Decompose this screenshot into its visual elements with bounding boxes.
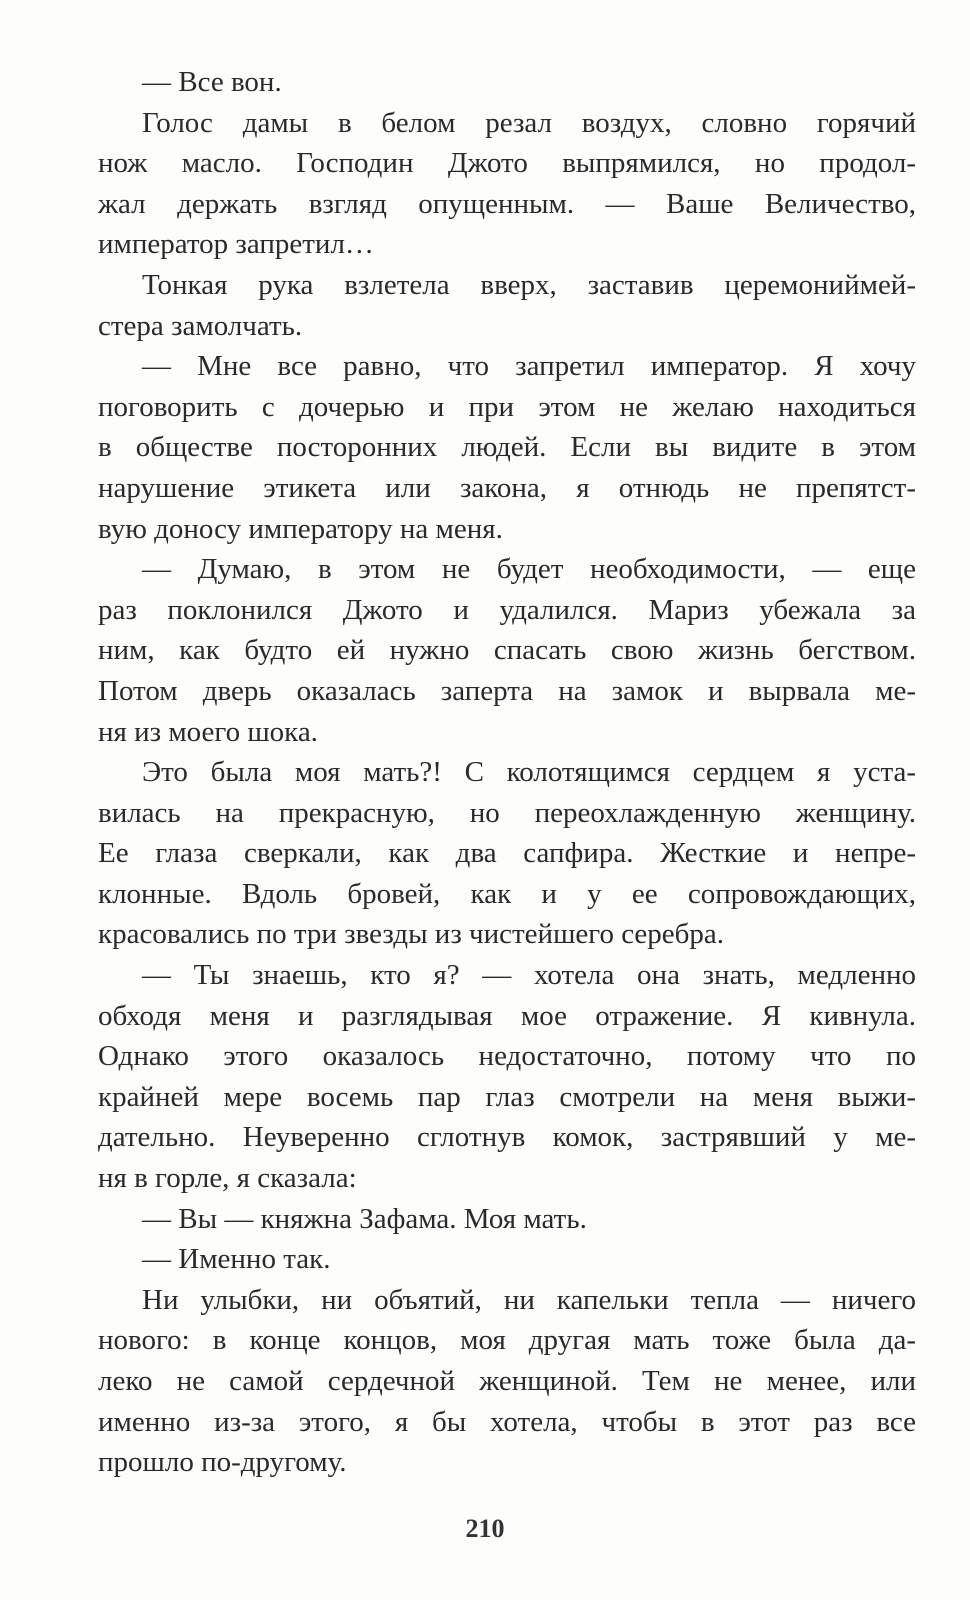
text-line: Голос дамы в белом резал воздух, словно горячий: [142, 106, 916, 139]
text-line: раз поклонился Джото и удалился. Мариз убежала за: [98, 593, 916, 626]
text-line: вую доносу императору на меня.: [98, 512, 503, 545]
text-line: нарушение этикета или закона, я отнюдь не препятст-: [98, 471, 916, 504]
text-line: красовались по три звезды из чистейшего серебра.: [98, 918, 725, 951]
text-line: нового: в конце концов, моя другая мать тоже была да-: [98, 1324, 916, 1357]
text-line: клонные. Вдоль бровей, как и у ее сопровождающих,: [98, 877, 916, 910]
text-line: в обществе посторонних людей. Если вы видите в этом: [98, 431, 916, 464]
text-line: — Думаю, в этом не будет необходимости, — еще: [142, 553, 916, 586]
text-line: Тонкая рука взлетела вверх, заставив церемониймей-: [142, 268, 916, 301]
text-line: Однако этого оказалось недостаточно, потому что по: [98, 1040, 916, 1073]
text-line: жал держать взгляд опущенным. — Ваше Величество,: [98, 187, 916, 220]
text-line: вилась на прекрасную, но переохлажденную женщину.: [98, 796, 916, 829]
text-line: ня в горле, я сказала:: [98, 1162, 357, 1195]
text-line: Ни улыбки, ни объятий, ни капельки тепла — ничего: [142, 1283, 916, 1316]
text-line: поговорить с дочерью и при этом не желаю находиться: [98, 390, 916, 423]
text-line: император запретил…: [98, 228, 374, 261]
text-line: Это была моя мать?! С колотящимся сердцем я уста-: [142, 756, 916, 789]
text-line: — Именно так.: [142, 1243, 331, 1276]
text-line: прошло по-другому.: [98, 1446, 347, 1479]
text-line: — Все вон.: [142, 66, 282, 98]
text-line: Потом дверь оказалась заперта на замок и вырвала ме-: [98, 674, 916, 707]
text-line: ня из моего шока.: [98, 715, 318, 748]
text-line: леко не самой сердечной женщиной. Тем не менее, или: [98, 1365, 916, 1397]
text-line: стера замолчать.: [98, 309, 303, 342]
text-line: нож масло. Господин Джото выпрямился, но продол-: [98, 147, 916, 180]
text-line: именно из-за этого, я бы хотела, чтобы в этот раз все: [98, 1405, 916, 1438]
text-line: — Мне все равно, что запретил император. Я хочу: [142, 350, 916, 383]
page-number: 210: [465, 1514, 505, 1543]
text-line: — Ты знаешь, кто я? — хотела она знать, медленно: [142, 959, 916, 992]
text-line: обходя меня и разглядывая мое отражение. Я кивнула.: [98, 999, 916, 1032]
text-line: крайней мере восемь пар глаз смотрели на меня выжи-: [98, 1080, 916, 1113]
text-line: — Вы — княжна Зафама. Моя мать.: [142, 1202, 587, 1235]
text-line: Ее глаза сверкали, как два сапфира. Жесткие и непре-: [98, 837, 916, 870]
text-line: дательно. Неуверенно сглотнув комок, застрявший у ме-: [98, 1121, 916, 1154]
text-line: ним, как будто ей нужно спасать свою жизнь бегством.: [98, 634, 916, 667]
page-body-text: [98, 62, 916, 1483]
